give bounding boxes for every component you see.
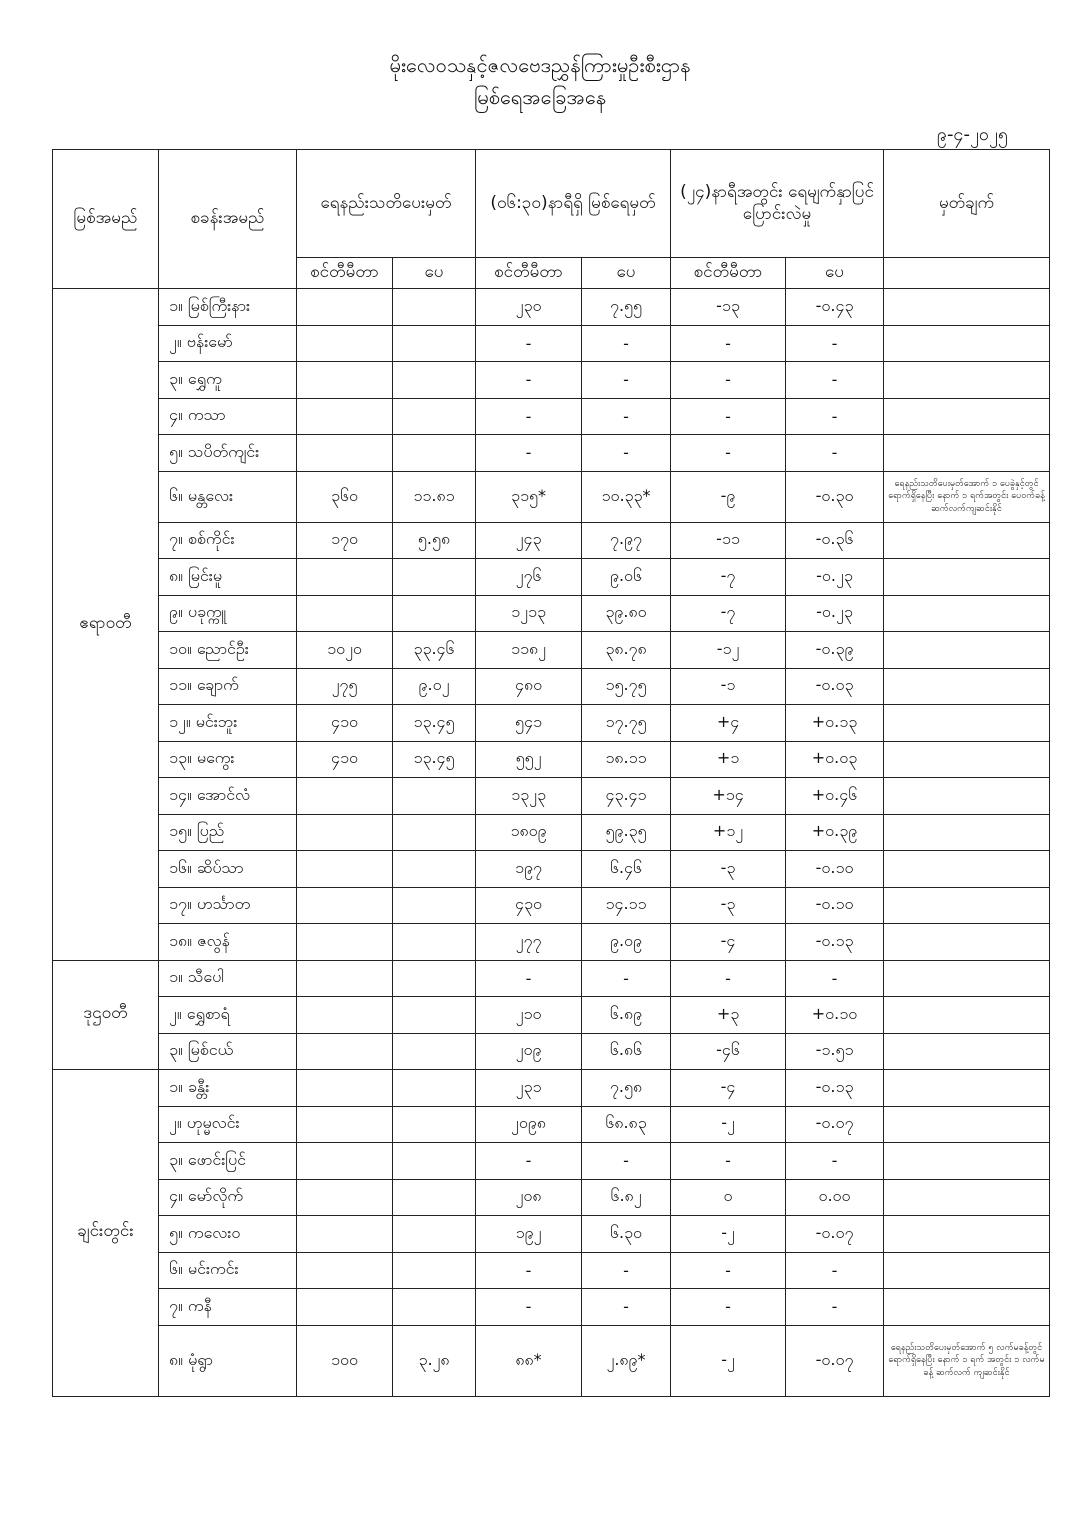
river-name-cell: ချင်းတွင်း [53,1070,159,1397]
col-station-header: စခန်းအမည် [159,150,297,289]
table-row [53,887,1050,924]
table-row [53,778,1050,815]
station-name-cell: ၂။ ဗန်းမော် [159,325,297,362]
level-cm-cell: - [476,1289,582,1326]
level-cm-cell: ၂၃၀ [476,289,582,326]
change-ft-cell: - [786,1252,884,1289]
table-row [53,398,1050,435]
level-ft-cell: - [582,435,671,472]
change-cm-cell: -၄ [671,924,786,961]
warning-cm-cell [297,595,393,632]
unit-ft-header: ပေ [393,258,476,289]
level-cm-cell: - [476,435,582,472]
change-cm-cell: -၇ [671,595,786,632]
table-row [53,997,1050,1034]
level-cm-cell: ၃၁၅* [476,471,582,522]
station-name-cell: ၁၀။ ညောင်ဦး [159,632,297,669]
page-subtitle: မြစ်ရေအခြေအနေ [473,85,607,109]
level-ft-cell: - [582,1143,671,1180]
change-ft-cell: - [786,1143,884,1180]
warning-cm-cell [297,325,393,362]
station-name-cell: ၅။ သပိတ်ကျင်း [159,435,297,472]
warning-cm-cell [297,435,393,472]
remark-cell [884,435,1050,472]
station-name-cell: ၆။ မန္တလေး [159,471,297,522]
station-name-cell: ၃။ ရွှေကူ [159,362,297,399]
table-row [53,1070,1050,1107]
remarks-subheader [884,258,1050,289]
warning-cm-cell [297,1289,393,1326]
level-cm-cell: ၅၄၁ [476,705,582,742]
warning-ft-cell: ၁၁.၈၁ [393,471,476,522]
station-name-cell: ၁။ ခန္တီး [159,1070,297,1107]
remark-cell [884,398,1050,435]
table-row [53,1252,1050,1289]
change-ft-cell: -၀.၄၃ [786,289,884,326]
warning-cm-cell: ၄၁၀ [297,741,393,778]
remark-cell [884,595,1050,632]
table-body [53,289,1050,1397]
change-ft-cell: -၀.၁၀ [786,887,884,924]
level-cm-cell: - [476,1143,582,1180]
level-cm-cell: - [476,1252,582,1289]
unit-cm-header: စင်တီမီတာ [297,258,393,289]
level-ft-cell: ၃၉.၈၀ [582,595,671,632]
warning-ft-cell [393,778,476,815]
warning-cm-cell [297,778,393,815]
warning-cm-cell [297,362,393,399]
col-river-header: မြစ်အမည် [53,150,159,289]
remark-cell [884,1179,1050,1216]
remark-cell [884,960,1050,997]
change-cm-cell: -၁၂ [671,632,786,669]
change-ft-cell: -၀.၁၃ [786,1070,884,1107]
river-name-cell: ဧရာဝတီ [53,289,159,961]
change-ft-cell: -၀.၁၃ [786,924,884,961]
level-cm-cell: ၂၃၁ [476,1070,582,1107]
table-row [53,924,1050,961]
change-cm-cell: +၄ [671,705,786,742]
remark-cell [884,668,1050,705]
level-cm-cell: - [476,398,582,435]
change-ft-cell: -၀.၀၃ [786,668,884,705]
level-ft-cell: - [582,1289,671,1326]
warning-ft-cell: ၃၃.၄၆ [393,632,476,669]
station-name-cell: ၆။ မင်းကင်း [159,1252,297,1289]
table-row [53,814,1050,851]
warning-cm-cell: ၂၇၅ [297,668,393,705]
warning-cm-cell: ၁၀၂၀ [297,632,393,669]
level-cm-cell: ၁၈၀၉ [476,814,582,851]
change-cm-cell: - [671,325,786,362]
level-ft-cell: ၁၈.၁၁ [582,741,671,778]
station-name-cell: ၂။ ဟုမ္မလင်း [159,1106,297,1143]
remark-cell: ရေနည်းသတိပေးမှတ်အောက် ၅ လက်မခန့်တွင် ရောက်ရှိနေပြီး နောက် ၁ ရက် အတွင်း ၁ လက်မခန့် ဆက်လက် ကျဆင်းနိုင် [884,1325,1050,1396]
remark-cell [884,1106,1050,1143]
warning-ft-cell [393,1033,476,1070]
change-cm-cell: -၄ [671,1070,786,1107]
table-row [53,705,1050,742]
level-ft-cell: ၇.၅၅ [582,289,671,326]
change-ft-cell: -၀.၀၇ [786,1106,884,1143]
warning-cm-cell [297,1070,393,1107]
remark-cell [884,887,1050,924]
change-ft-cell: -၀.၂၃ [786,559,884,596]
change-cm-cell: - [671,398,786,435]
remark-cell [884,1252,1050,1289]
remark-cell [884,705,1050,742]
warning-cm-cell [297,1252,393,1289]
change-ft-cell: - [786,325,884,362]
table-row [53,289,1050,326]
warning-cm-cell [297,1179,393,1216]
level-ft-cell: - [582,362,671,399]
level-ft-cell: ၆.၈၆ [582,1033,671,1070]
change-cm-cell: +၁ [671,741,786,778]
level-cm-cell: ၁၉၂ [476,1216,582,1253]
warning-cm-cell [297,1033,393,1070]
change-cm-cell: ၀ [671,1179,786,1216]
warning-ft-cell [393,325,476,362]
warning-cm-cell: ၁၇၀ [297,522,393,559]
change-ft-cell: - [786,362,884,399]
change-cm-cell: -၁၁ [671,522,786,559]
change-ft-cell: - [786,1289,884,1326]
station-name-cell: ၇။ စစ်ကိုင်း [159,522,297,559]
station-name-cell: ၁။ မြစ်ကြီးနား [159,289,297,326]
remark-cell [884,522,1050,559]
table-row [53,1325,1050,1396]
station-name-cell: ၄။ ကသာ [159,398,297,435]
warning-cm-cell: ၁၀၀ [297,1325,393,1396]
page-title: မိုးလေဝသနှင့်ဇလဗေဒညွှန်ကြားမှုဦးစီးဌာန [389,53,691,77]
level-ft-cell: ၄၃.၄၁ [582,778,671,815]
table-row [53,595,1050,632]
col-warning-header: ရေနည်းသတိပေးမှတ် [297,150,476,258]
table-row [53,522,1050,559]
change-ft-cell: -၀.၃၉ [786,632,884,669]
level-cm-cell: ၂၁၀ [476,997,582,1034]
change-ft-cell: -၀.၀၇ [786,1216,884,1253]
warning-ft-cell [393,887,476,924]
change-ft-cell: -၀.၁၀ [786,851,884,888]
warning-cm-cell [297,997,393,1034]
level-ft-cell: ၁၀.၃၃* [582,471,671,522]
level-cm-cell: ၂၇၆ [476,559,582,596]
level-ft-cell: ၃၈.၇၈ [582,632,671,669]
station-name-cell: ၁၅။ ပြည် [159,814,297,851]
level-ft-cell: ၆.၄၆ [582,851,671,888]
change-ft-cell: +၀.၃၉ [786,814,884,851]
col-change-header: (၂၄)နာရီအတွင်း ရေမျက်နှာပြင် ပြောင်းလဲမှု [671,150,884,258]
river-name-cell: ဒုဌဝတီ [53,960,159,1070]
station-name-cell: ၉။ ပခုက္ကူ [159,595,297,632]
remark-cell [884,362,1050,399]
warning-ft-cell [393,435,476,472]
change-cm-cell: -၄၆ [671,1033,786,1070]
change-cm-cell: -၁ [671,668,786,705]
warning-ft-cell [393,1289,476,1326]
level-cm-cell: ၁၂၁၃ [476,595,582,632]
change-cm-cell: -၇ [671,559,786,596]
table-row [53,741,1050,778]
level-cm-cell: ၂၀၉ [476,1033,582,1070]
change-ft-cell: - [786,398,884,435]
level-cm-cell: ၁၁၈၂ [476,632,582,669]
warning-ft-cell [393,1143,476,1180]
level-ft-cell: ၁၅.၇၅ [582,668,671,705]
level-ft-cell: ၁၄.၁၁ [582,887,671,924]
remark-cell [884,1143,1050,1180]
level-ft-cell: - [582,325,671,362]
station-name-cell: ၅။ ကလေးဝ [159,1216,297,1253]
level-ft-cell: ၁၇.၇၅ [582,705,671,742]
remark-cell [884,778,1050,815]
change-cm-cell: -၃ [671,851,786,888]
level-cm-cell: ၄၈၀ [476,668,582,705]
remark-cell [884,559,1050,596]
station-name-cell: ၈။ မုံရွာ [159,1325,297,1396]
table-row [53,325,1050,362]
level-ft-cell: ၂.၈၉* [582,1325,671,1396]
level-cm-cell: ၂၄၃ [476,522,582,559]
level-ft-cell: - [582,398,671,435]
station-name-cell: ၁၇။ ဟင်္သာတ [159,887,297,924]
change-ft-cell: -၁.၅၁ [786,1033,884,1070]
change-cm-cell: -၉ [671,471,786,522]
table-row [53,559,1050,596]
station-name-cell: ၈။ မြင်းမူ [159,559,297,596]
warning-ft-cell [393,1106,476,1143]
level-ft-cell: ၇.၉၇ [582,522,671,559]
warning-ft-cell [393,814,476,851]
river-level-table [52,149,1050,1397]
change-cm-cell: -၃ [671,887,786,924]
warning-cm-cell [297,924,393,961]
remark-cell [884,814,1050,851]
level-cm-cell: - [476,960,582,997]
level-cm-cell: ၈၈* [476,1325,582,1396]
table-row [53,1143,1050,1180]
warning-cm-cell [297,289,393,326]
warning-ft-cell [393,997,476,1034]
station-name-cell: ၁၂။ မင်းဘူး [159,705,297,742]
warning-ft-cell [393,595,476,632]
warning-ft-cell [393,1070,476,1107]
change-cm-cell: - [671,1143,786,1180]
change-ft-cell: ၀.၀၀ [786,1179,884,1216]
station-name-cell: ၁၃။ မကွေး [159,741,297,778]
warning-cm-cell [297,1216,393,1253]
remark-cell [884,1216,1050,1253]
remark-cell [884,1033,1050,1070]
table-row [53,471,1050,522]
warning-ft-cell: ၅.၅၈ [393,522,476,559]
warning-ft-cell [393,1252,476,1289]
change-cm-cell: +၁၄ [671,778,786,815]
change-ft-cell: - [786,960,884,997]
remark-cell [884,289,1050,326]
level-ft-cell: ၆.၈၉ [582,997,671,1034]
station-name-cell: ၁၄။ အောင်လံ [159,778,297,815]
level-cm-cell: ၂၀၈ [476,1179,582,1216]
table-row [53,960,1050,997]
change-ft-cell: -၀.၀၇ [786,1325,884,1396]
warning-ft-cell [393,559,476,596]
table-row [53,851,1050,888]
warning-cm-cell [297,851,393,888]
change-cm-cell: -၂ [671,1106,786,1143]
station-name-cell: ၁၁။ ချောက် [159,668,297,705]
unit-ft-header: ပေ [786,258,884,289]
change-cm-cell: - [671,1252,786,1289]
change-ft-cell: +၀.၁၃ [786,705,884,742]
station-name-cell: ၂။ ရွှေစာရံ [159,997,297,1034]
level-cm-cell: - [476,362,582,399]
change-cm-cell: - [671,1289,786,1326]
change-ft-cell: -၀.၂၃ [786,595,884,632]
level-ft-cell: ၆.၃၀ [582,1216,671,1253]
table-row [53,435,1050,472]
change-cm-cell: - [671,435,786,472]
level-ft-cell: ၆၈.၈၃ [582,1106,671,1143]
level-ft-cell: ၇.၅၈ [582,1070,671,1107]
table-row [53,1216,1050,1253]
level-cm-cell: - [476,325,582,362]
change-ft-cell: +၀.၀၃ [786,741,884,778]
level-ft-cell: - [582,1252,671,1289]
station-name-cell: ၁၆။ ဆိပ်သာ [159,851,297,888]
warning-ft-cell [393,960,476,997]
level-ft-cell: ၅၉.၃၅ [582,814,671,851]
warning-ft-cell: ၉.၀၂ [393,668,476,705]
remark-cell [884,851,1050,888]
table-row [53,668,1050,705]
station-name-cell: ၁၈။ ဇလွန် [159,924,297,961]
remark-cell [884,997,1050,1034]
level-ft-cell: - [582,960,671,997]
col-remarks-header: မှတ်ချက် [884,150,1050,258]
change-ft-cell: +၀.၄၆ [786,778,884,815]
table-row [53,362,1050,399]
warning-ft-cell [393,851,476,888]
table-row [53,1289,1050,1326]
col-level-header: (၀၆:၃၀)နာရီရှိ မြစ်ရေမှတ် [476,150,671,258]
warning-ft-cell [393,289,476,326]
level-ft-cell: ၆.၈၂ [582,1179,671,1216]
warning-cm-cell [297,814,393,851]
warning-cm-cell [297,887,393,924]
warning-ft-cell [393,398,476,435]
change-cm-cell: -၂ [671,1325,786,1396]
warning-ft-cell: ၁၃.၄၅ [393,705,476,742]
change-ft-cell: -၀.၃၀ [786,471,884,522]
warning-ft-cell [393,1179,476,1216]
remark-cell [884,1289,1050,1326]
warning-cm-cell [297,559,393,596]
level-cm-cell: ၂၀၉၈ [476,1106,582,1143]
station-name-cell: ၁။ သီပေါ [159,960,297,997]
change-ft-cell: -၀.၃၆ [786,522,884,559]
remark-cell [884,924,1050,961]
level-ft-cell: ၉.၀၉ [582,924,671,961]
warning-ft-cell: ၁၃.၄၅ [393,741,476,778]
warning-cm-cell: ၄၁၀ [297,705,393,742]
table-row [53,1033,1050,1070]
remark-cell [884,325,1050,362]
remark-cell: ရေနည်းသတိပေးမှတ်အောက် ၁ ပေခွဲနှင့်တွင် ရောက်ရှိနေပြီး နောက် ၁ ရက်အတွင်း ပေဝက်ခန့် ဆက်လက်ကျဆင်းနိုင် [884,471,1050,522]
station-name-cell: ၇။ ကနီ [159,1289,297,1326]
warning-cm-cell [297,1106,393,1143]
level-ft-cell: ၉.၀၆ [582,559,671,596]
table-row [53,1179,1050,1216]
remark-cell [884,1070,1050,1107]
warning-ft-cell: ၃.၂၈ [393,1325,476,1396]
change-cm-cell: - [671,362,786,399]
level-cm-cell: ၂၇၇ [476,924,582,961]
remark-cell [884,741,1050,778]
warning-cm-cell [297,398,393,435]
warning-ft-cell [393,924,476,961]
warning-cm-cell [297,1143,393,1180]
warning-cm-cell: ၃၆၀ [297,471,393,522]
level-cm-cell: ၁၃၂၃ [476,778,582,815]
unit-cm-header: စင်တီမီတာ [671,258,786,289]
station-name-cell: ၄။ မော်လိုက် [159,1179,297,1216]
warning-ft-cell [393,1216,476,1253]
change-cm-cell: -၁၃ [671,289,786,326]
level-cm-cell: ၄၃၀ [476,887,582,924]
level-cm-cell: ၅၅၂ [476,741,582,778]
unit-cm-header: စင်တီမီတာ [476,258,582,289]
level-cm-cell: ၁၉၇ [476,851,582,888]
change-ft-cell: - [786,435,884,472]
report-date: ၉-၄-၂၀၂၅ [936,124,1008,145]
unit-ft-header: ပေ [582,258,671,289]
table-row [53,632,1050,669]
remark-cell [884,632,1050,669]
change-cm-cell: -၂ [671,1216,786,1253]
change-cm-cell: +၁၂ [671,814,786,851]
change-cm-cell: +၃ [671,997,786,1034]
change-ft-cell: +၀.၁၀ [786,997,884,1034]
warning-ft-cell [393,362,476,399]
station-name-cell: ၃။ မြစ်ငယ် [159,1033,297,1070]
station-name-cell: ၃။ ဖောင်းပြင် [159,1143,297,1180]
warning-cm-cell [297,960,393,997]
table-row [53,1106,1050,1143]
change-cm-cell: - [671,960,786,997]
